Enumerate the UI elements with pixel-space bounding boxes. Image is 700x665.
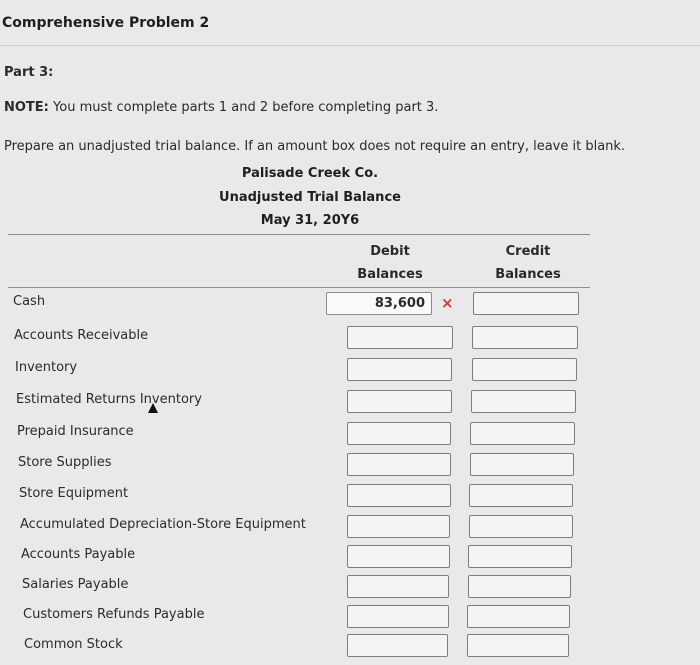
report-name: Unadjusted Trial Balance (219, 190, 401, 205)
debit-input[interactable] (347, 422, 451, 445)
account-name: Store Supplies (18, 455, 112, 470)
note-label: NOTE: (4, 100, 49, 115)
debit-input[interactable] (347, 575, 449, 598)
debit-input[interactable] (326, 292, 432, 315)
debit-input[interactable] (347, 634, 448, 657)
credit-input[interactable] (469, 515, 573, 538)
credit-input[interactable] (468, 545, 572, 568)
account-name: Cash (13, 294, 46, 309)
account-name: Prepaid Insurance (17, 424, 134, 439)
credit-input[interactable] (468, 575, 571, 598)
account-name: Accumulated Depreciation-Store Equipment (20, 517, 306, 532)
account-name: Estimated Returns Inventory (16, 392, 202, 407)
company-name: Palisade Creek Co. (241, 166, 379, 181)
incorrect-icon: × (441, 294, 454, 312)
credit-input[interactable] (467, 605, 570, 628)
debit-input[interactable] (347, 326, 453, 349)
credit-input[interactable] (470, 422, 575, 445)
credit-input[interactable] (471, 390, 576, 413)
credit-header-sub: Balances (495, 267, 561, 282)
account-name: Accounts Payable (21, 547, 136, 562)
account-name: Common Stock (24, 637, 123, 652)
credit-column-header (478, 240, 578, 286)
debit-input[interactable] (347, 453, 451, 476)
credit-input[interactable] (473, 292, 579, 315)
account-name: Inventory (15, 360, 78, 375)
account-name: Store Equipment (19, 486, 129, 501)
debit-input[interactable] (347, 358, 452, 381)
credit-input[interactable] (467, 634, 569, 657)
table-header-rule (8, 287, 590, 288)
mouse-pointer-icon (148, 403, 158, 413)
debit-input[interactable] (347, 545, 450, 568)
credit-input[interactable] (472, 326, 578, 349)
account-name: Salaries Payable (22, 577, 129, 592)
instruction-text: Prepare an unadjusted trial balance. If an amount box does not require an entry, leave it blank. (4, 139, 626, 154)
account-name: Accounts Receivable (14, 328, 149, 343)
part-label: Part 3: (4, 65, 54, 80)
divider (0, 45, 700, 46)
debit-header-sub: Balances (357, 267, 423, 282)
debit-column-header (340, 240, 440, 286)
note-text: You must complete parts 1 and 2 before completing part 3. (53, 100, 439, 115)
debit-input[interactable] (347, 484, 451, 507)
table-top-rule (8, 234, 590, 235)
credit-header-label: Credit (505, 244, 551, 259)
debit-input[interactable] (347, 515, 450, 538)
credit-input[interactable] (469, 484, 573, 507)
note (4, 100, 438, 115)
credit-input[interactable] (470, 453, 574, 476)
report-date: May 31, 20Y6 (260, 213, 360, 228)
debit-input[interactable] (347, 605, 449, 628)
debit-input[interactable] (347, 390, 452, 413)
account-name: Customers Refunds Payable (23, 607, 205, 622)
credit-input[interactable] (472, 358, 577, 381)
debit-value: 83,600 (374, 296, 425, 311)
debit-header-label: Debit (370, 244, 410, 259)
page-title: Comprehensive Problem 2 (2, 15, 210, 31)
